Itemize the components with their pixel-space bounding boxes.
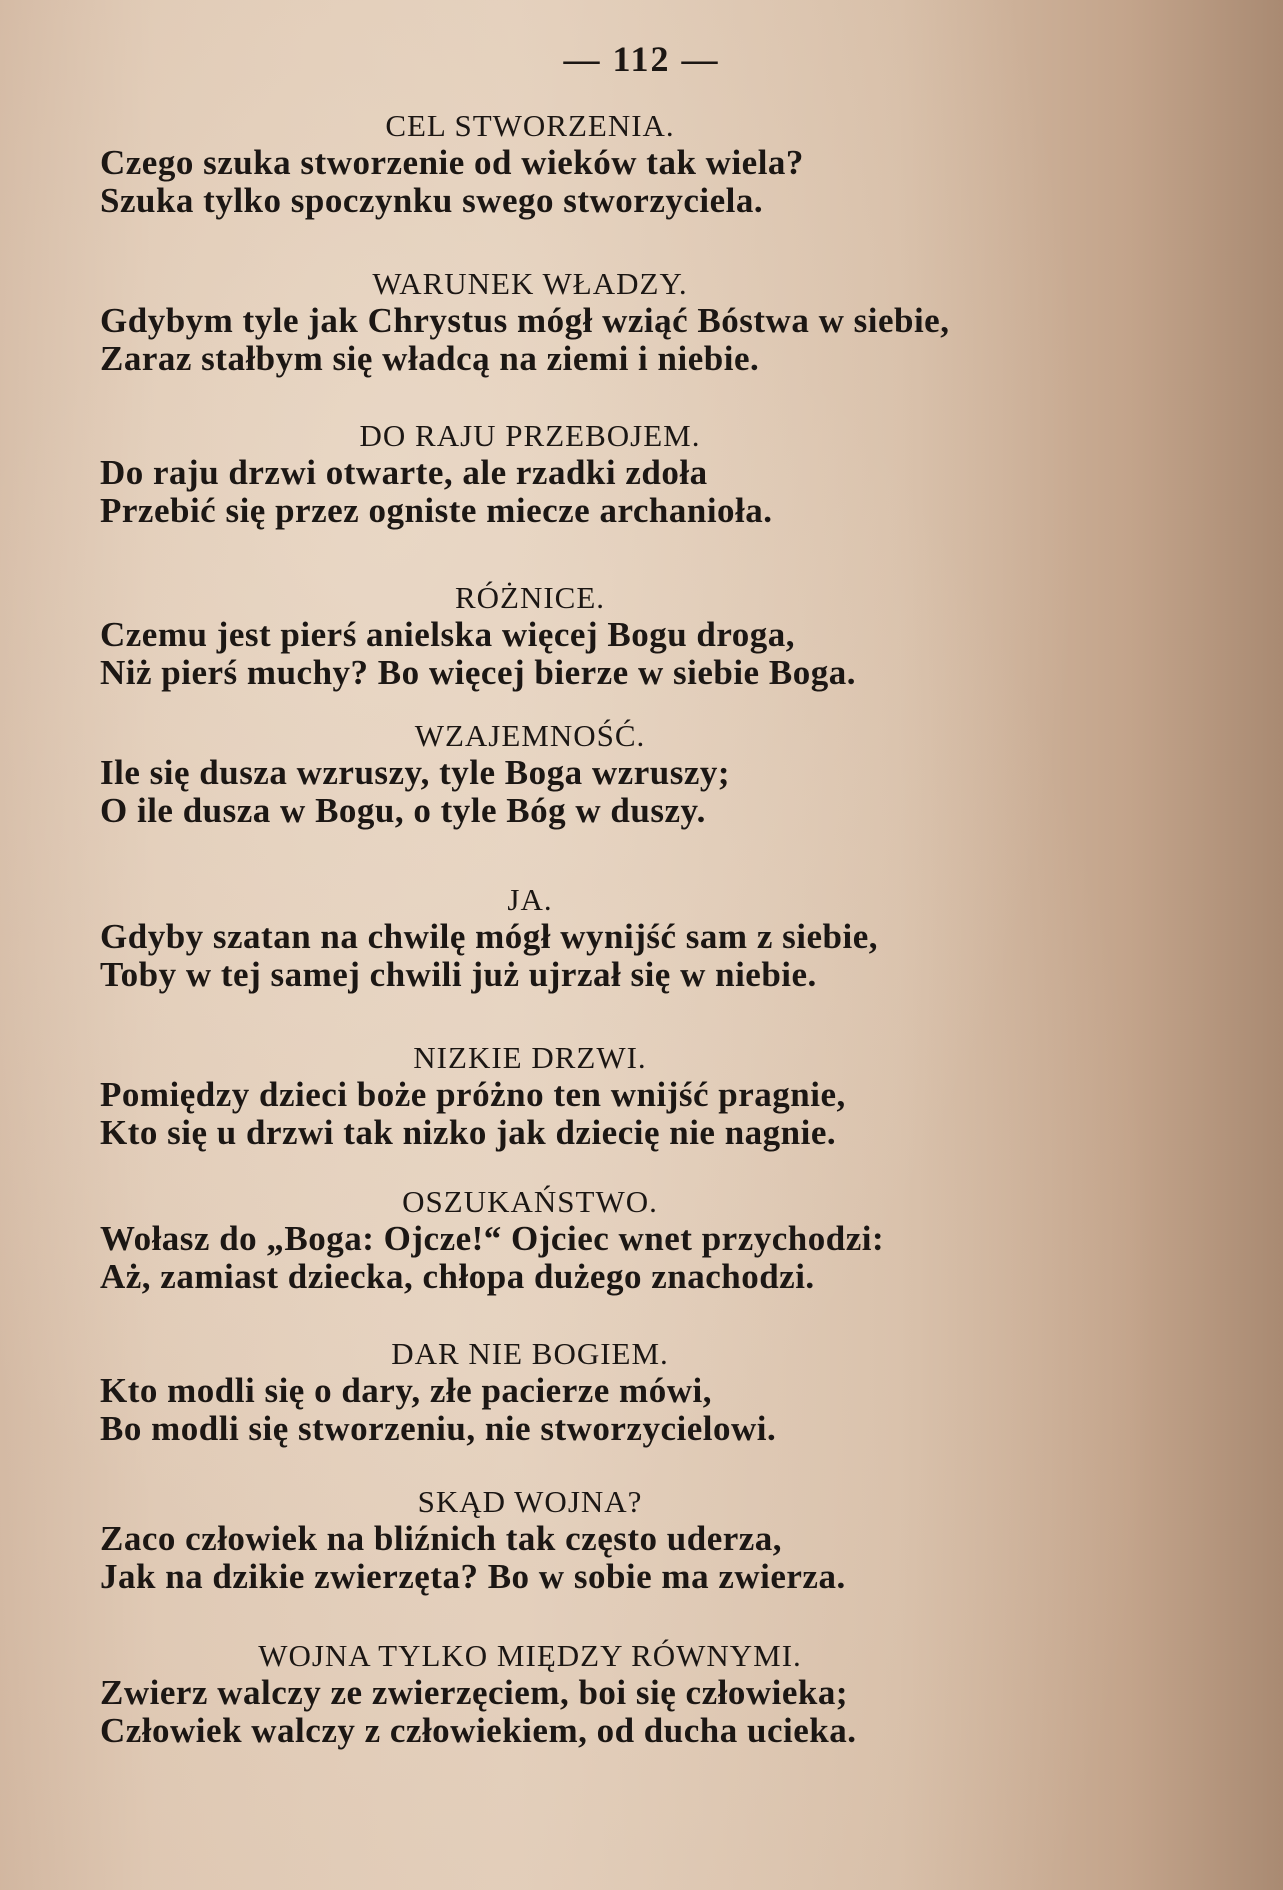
verse-line: Toby w tej samej chwili już ujrzał się w niebie.: [100, 955, 817, 994]
section-title: NIZKIE DRZWI.: [413, 1040, 647, 1075]
epigram-section: [100, 580, 1200, 692]
verse-line: Bo modli się stworzeniu, nie stworzycielowi.: [100, 1409, 777, 1448]
epigram-section: [100, 418, 1200, 530]
verse-line: Ile się dusza wzruszy, tyle Boga wzruszy;: [100, 753, 731, 792]
section-title: CEL STWORZENIA.: [385, 108, 675, 143]
epigram-section: [100, 1184, 1200, 1296]
verse-line: Zwierz walczy ze zwierzęciem, boi się człowieka;: [100, 1673, 848, 1712]
section-title: SKĄD WOJNA?: [417, 1484, 643, 1519]
verse-line: Niż pierś muchy? Bo więcej bierze w siebie Boga.: [100, 653, 856, 692]
epigram-section: [100, 882, 1200, 994]
page-number: — 112 —: [563, 39, 720, 79]
epigram-section: [100, 1040, 1200, 1152]
section-title: JA.: [507, 882, 553, 917]
verse-line: O ile dusza w Bogu, o tyle Bóg w duszy.: [100, 791, 706, 830]
verse-line: Kto modli się o dary, złe pacierze mówi,: [100, 1371, 712, 1410]
verse-line: Człowiek walczy z człowiekiem, od ducha ucieka.: [100, 1711, 857, 1750]
epigram-section: [100, 266, 1200, 378]
verse-line: Do raju drzwi otwarte, ale rzadki zdoła: [100, 453, 708, 492]
section-title: OSZUKAŃSTWO.: [402, 1184, 658, 1219]
section-title: DO RAJU PRZEBOJEM.: [359, 418, 701, 453]
verse-line: Zaco człowiek na bliźnich tak często uderza,: [100, 1519, 783, 1558]
section-title: WARUNEK WŁADZY.: [372, 266, 688, 301]
verse-line: Jak na dzikie zwierzęta? Bo w sobie ma zwierza.: [100, 1557, 846, 1596]
verse-line: Pomiędzy dzieci boże próżno ten wnijść pragnie,: [100, 1075, 846, 1114]
verse-line: Przebić się przez ogniste miecze archanioła.: [100, 491, 773, 530]
epigram-section: [100, 1638, 1200, 1750]
verse-line: Gdyby szatan na chwilę mógł wynijść sam z siebie,: [100, 917, 878, 956]
verse-line: Czego szuka stworzenie od wieków tak wiela?: [100, 143, 804, 182]
section-title: WZAJEMNOŚĆ.: [414, 718, 646, 753]
verse-line: Kto się u drzwi tak nizko jak dziecię nie nagnie.: [100, 1113, 837, 1152]
epigram-section: [100, 1484, 1200, 1596]
verse-line: Wołasz do „Boga: Ojcze!“ Ojciec wnet przychodzi:: [100, 1219, 885, 1258]
section-title: WOJNA TYLKO MIĘDZY RÓWNYMI.: [258, 1638, 802, 1673]
verse-line: Czemu jest pierś anielska więcej Bogu droga,: [100, 615, 796, 654]
verse-line: Szuka tylko spoczynku swego stworzyciela.: [100, 181, 764, 220]
epigram-section: [100, 718, 1200, 830]
epigram-section: [100, 108, 1200, 220]
verse-line: Zaraz stałbym się władcą na ziemi i niebie.: [100, 339, 760, 378]
epigram-section: [100, 1336, 1200, 1448]
section-title: DAR NIE BOGIEM.: [391, 1336, 669, 1371]
section-title: RÓŻNICE.: [454, 580, 606, 615]
verse-line: Gdybym tyle jak Chrystus mógł wziąć Bóstwa w siebie,: [100, 301, 950, 340]
verse-line: Aż, zamiast dziecka, chłopa dużego znachodzi.: [100, 1257, 815, 1296]
